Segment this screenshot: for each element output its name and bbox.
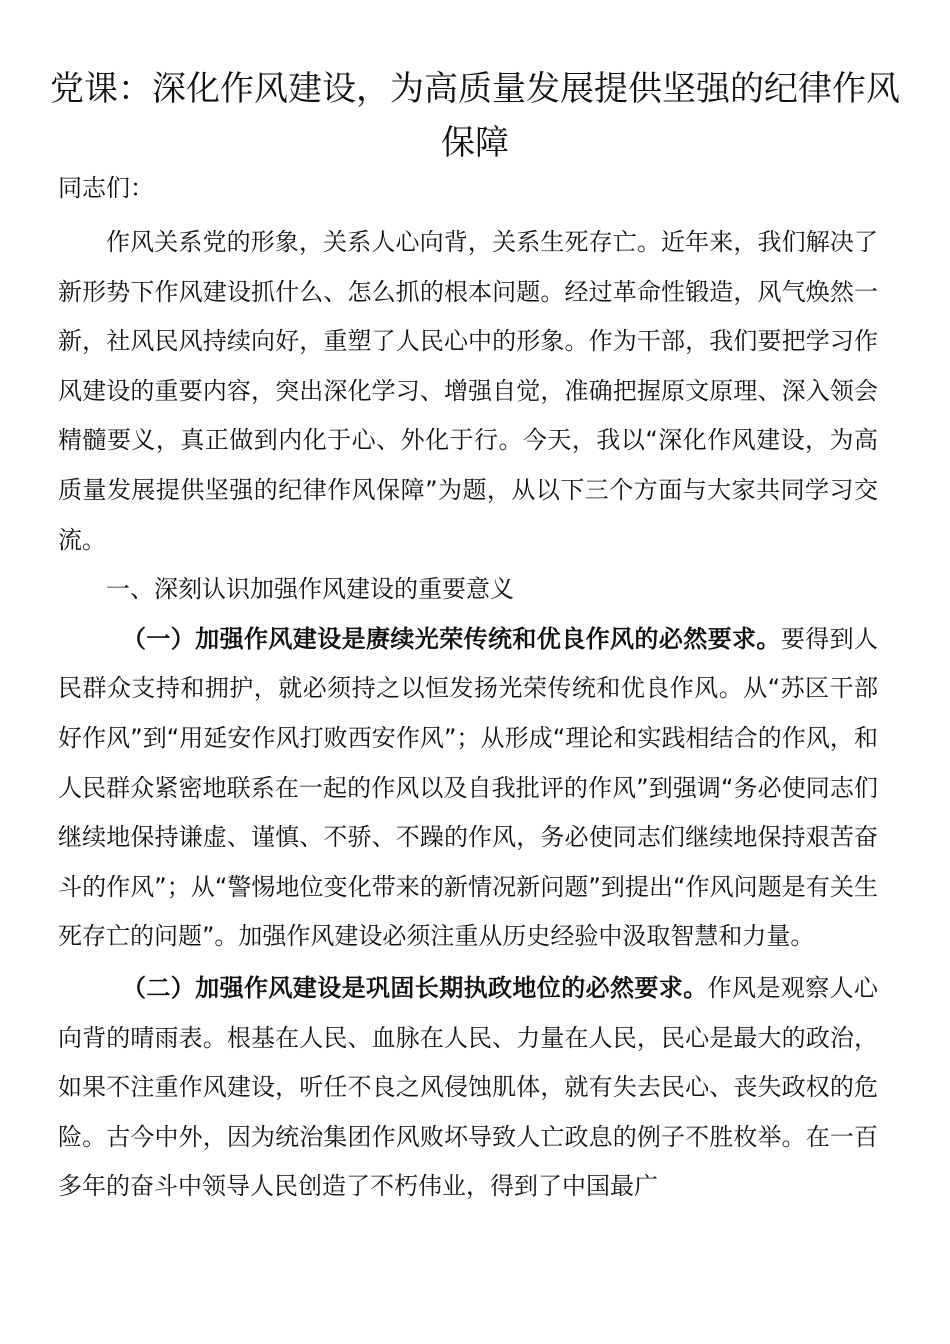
subsection-body-2: 作风是观察人心向背的晴雨表。根基在人民、血脉在人民、力量在人民，民心是最大的政治，如果不注重作风建设，听任不良之风侵蚀肌体，就有失去民心、丧失政权的危险。古今中外，因为统治集团作风败坏导致人亡政息的例子不胜枚举。在一百多年的奋斗中领导人民创造了不朽伟业，得到了中国最广 [58,973,879,1201]
subsection-body-1: 要得到人民群众支持和拥护，就必须持之以恒发扬光荣传统和优良作风。从“苏区干部好作风”到“用延安作风打败西安作风”；从形成“理论和实践相结合的作风，和人民群众紧密地联系在一起的作风以及自我批评的作风”到强调“务必使同志们继续地保持谦虚、谨慎、不骄、不躁的作风，务必使同志们继续地保持艰苦奋斗的作风”；从“警惕地位变化带来的新情况新问题”到提出“作风问题是有关生死存亡的问题”。加强作风建设必须注重从历史经验中汲取智慧和力量。 [58,624,879,951]
subsection-heading-2: （二）加强作风建设是巩固长期执政地位的必然要求。 [122,973,708,1002]
subsection-heading-1: （一）加强作风建设是赓续光荣传统和优良作风的必然要求。 [122,624,781,653]
document-body [58,218,878,1212]
section-heading: 一、深刻认识加强作风建设的重要意义 [106,575,514,604]
intro-paragraph: 作风关系党的形象，关系人心向背，关系生死存亡。近年来，我们解决了新形势下作风建设抓什么、怎么抓的根本问题。经过革命性锻造，风气焕然一新，社风民风持续向好，重塑了人民心中的形象。作为干部，我们要把学习作风建设的重要内容，突出深化学习、增强自觉，准确把握原文原理、深入领会精髓要义，真正做到内化于心、外化于行。今天，我以“深化作风建设，为高质量发展提供坚强的纪律作风保障”为题，从以下三个方面与大家共同学习交流。 [58,228,878,554]
subsection-paragraph-1 [58,615,878,962]
salutation: 同志们： [58,174,154,202]
document-title: 党课：深化作风建设，为高质量发展提供坚强的纪律作风保障 [50,69,900,163]
subsection-paragraph-2 [58,964,878,1212]
